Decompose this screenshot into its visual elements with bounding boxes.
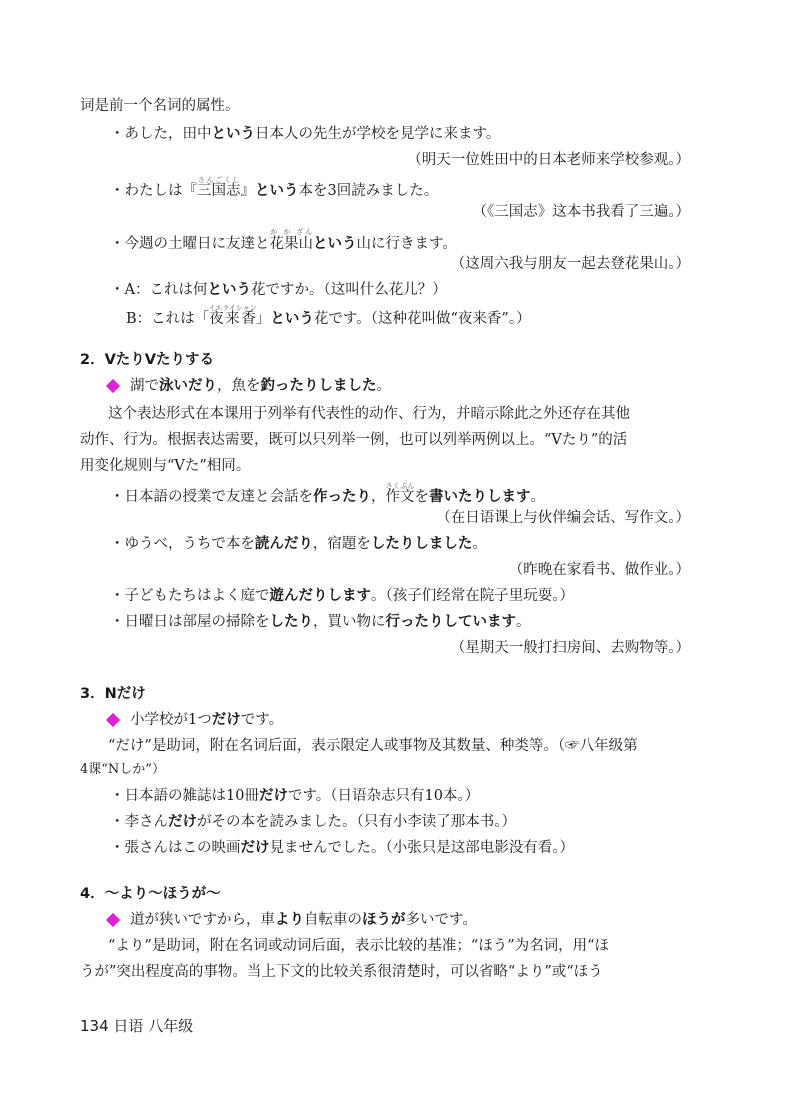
example-1-4b: B：これは「夜来香イエライシャン」という花です。（这种花叫做“夜来香”。） xyxy=(126,304,531,327)
diamond-bullet-icon xyxy=(106,913,120,927)
section-4-para-2: うが”突出程度高的事物。当上下文的比较关系很清楚时，可以省略“より”或“ほう xyxy=(80,964,603,980)
section-4-key-sentence: 道が狭いですから，車より自転車のほうが多いです。 xyxy=(108,910,477,930)
example-2-4: ・日曜日は部屋の掃除をしたり，買い物に行ったりしています。 xyxy=(110,614,531,630)
section-4-heading: 4．～より～ほうが～ xyxy=(80,886,221,902)
section-3-para-1: “だけ”是助词，附在名词后面，表示限定人或事物及其数量、种类等。（☞八年级第 xyxy=(108,738,638,754)
diamond-bullet-icon xyxy=(106,713,120,727)
section-2-heading: 2．VたりVたりする xyxy=(80,352,215,368)
page-footer xyxy=(80,1016,193,1036)
example-2-2: ・ゆうべ，うちで本を読んだり，宿題をしたりしました。 xyxy=(110,536,487,552)
page-number: 134 xyxy=(80,1017,109,1035)
section-2-para-2: 动作、行为。根据表达需要，既可以只列举一例，也可以列举两例以上。“Vたり”的活 xyxy=(80,432,628,448)
section-3-para-2: 4课“Nしか”） xyxy=(80,762,165,777)
example-2-3: ・子どもたちはよく庭で遊んだりします。（孩子们经常在院子里玩耍。） xyxy=(110,588,574,604)
section-2-para-3: 用变化规则与“Vた”相同。 xyxy=(80,458,251,474)
section-2-key-sentence: 湖で泳いだり，魚を釣ったりしました。 xyxy=(108,376,391,396)
example-1-2: ・わたしは『三国志さんごくし』という本を3回読みました。 xyxy=(110,176,439,199)
example-1-3: ・今週の土曜日に友達と花果山か か ざんという山に行きます。 xyxy=(110,228,457,252)
translation-1-1: （明天一位姓田中的日本老师来学校参观。） xyxy=(407,152,690,168)
translation-2-4: （星期天一般打扫房间、去购物等。） xyxy=(450,640,690,656)
example-3-2: ・李さんだけがその本を読みました。（只有小李读了那本书。） xyxy=(110,814,516,830)
translation-1-2: （《三国志》这本书我看了三遍。） xyxy=(472,204,690,220)
section-3-key-sentence: 小学校が1つだけです。 xyxy=(108,710,283,730)
example-2-1: ・日本語の授業で友達と会話を作ったり，作文さくぶんを書いたりします。 xyxy=(110,482,545,505)
book-title: 日语 八年级 xyxy=(113,1017,194,1035)
translation-2-2: （昨晚在家看书、做作业。） xyxy=(508,562,690,578)
translation-1-3: （这周六我与朋友一起去登花果山。） xyxy=(450,256,690,272)
example-3-1: ・日本語の雑誌は10冊だけです。（日语杂志只有10本。） xyxy=(110,788,480,804)
diamond-bullet-icon xyxy=(106,379,120,393)
translation-2-1: （在日语课上与伙伴编会话、写作文。） xyxy=(436,510,690,526)
section-2-para-1: 这个表达形式在本课用于列举有代表性的动作、行为，并暗示除此之外还存在其他 xyxy=(108,406,630,422)
example-1-4a: ・A：これは何という花ですか。（这叫什么花儿？） xyxy=(110,282,447,298)
section-3-heading: 3．Nだけ xyxy=(80,686,146,702)
example-1-1: ・あした，田中という日本人の先生が学校を見学に来ます。 xyxy=(110,126,501,142)
example-3-3: ・張さんはこの映画だけ見ませんでした。（小张只是这部电影没有看。） xyxy=(110,840,574,856)
intro-text: 词是前一个名词的属性。 xyxy=(80,98,240,114)
section-4-para-1: “より”是助词，附在名词或动词后面，表示比较的基准；“ほう”为名词，用“ほ xyxy=(108,938,610,954)
